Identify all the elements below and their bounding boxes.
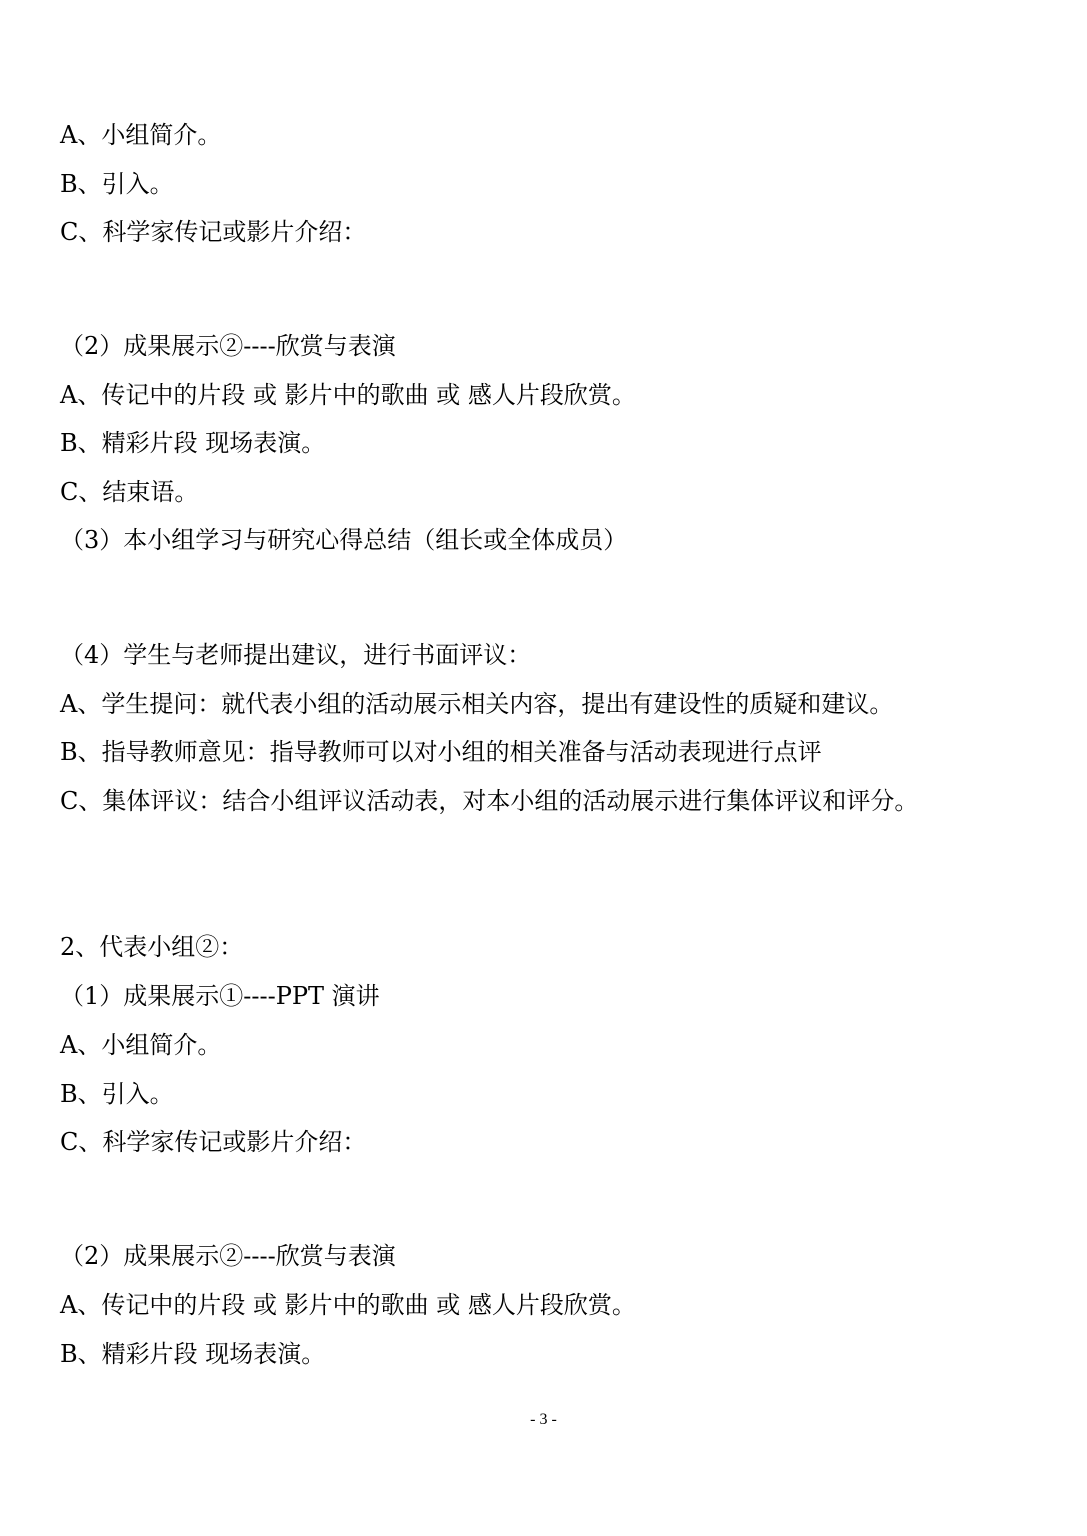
text-line: B、引入。 bbox=[60, 1080, 174, 1108]
page-number: - 3 - bbox=[530, 1411, 557, 1428]
group-heading: 2、代表小组②： bbox=[60, 933, 244, 961]
text-line: A、传记中的片段 或 影片中的歌曲 或 感人片段欣赏。 bbox=[60, 381, 636, 409]
section-heading: （2）成果展示②----欣赏与表演 bbox=[60, 332, 396, 360]
section-heading: （3）本小组学习与研究心得总结（组长或全体成员） bbox=[60, 526, 628, 554]
section-heading: （2）成果展示②----欣赏与表演 bbox=[60, 1242, 396, 1270]
text-line: A、传记中的片段 或 影片中的歌曲 或 感人片段欣赏。 bbox=[60, 1291, 636, 1319]
text-line: C、集体评议：结合小组评议活动表，对本小组的活动展示进行集体评议和评分。 bbox=[60, 787, 919, 815]
text-line: A、学生提问：就代表小组的活动展示相关内容，提出有建设性的质疑和建议。 bbox=[60, 690, 894, 718]
section-heading: （1）成果展示①----PPT 演讲 bbox=[60, 982, 380, 1010]
text-line: A、小组简介。 bbox=[60, 121, 222, 149]
text-line: A、小组简介。 bbox=[60, 1031, 222, 1059]
text-line: C、结束语。 bbox=[60, 478, 199, 506]
text-line: C、科学家传记或影片介绍： bbox=[60, 1128, 367, 1156]
text-line: B、精彩片段 现场表演。 bbox=[60, 1340, 326, 1368]
section-heading: （4）学生与老师提出建议，进行书面评议： bbox=[60, 641, 532, 669]
text-line: B、引入。 bbox=[60, 170, 174, 198]
text-line: C、科学家传记或影片介绍： bbox=[60, 218, 367, 246]
text-line: B、指导教师意见：指导教师可以对小组的相关准备与活动表现进行点评 bbox=[60, 738, 822, 766]
text-line: B、精彩片段 现场表演。 bbox=[60, 429, 326, 457]
